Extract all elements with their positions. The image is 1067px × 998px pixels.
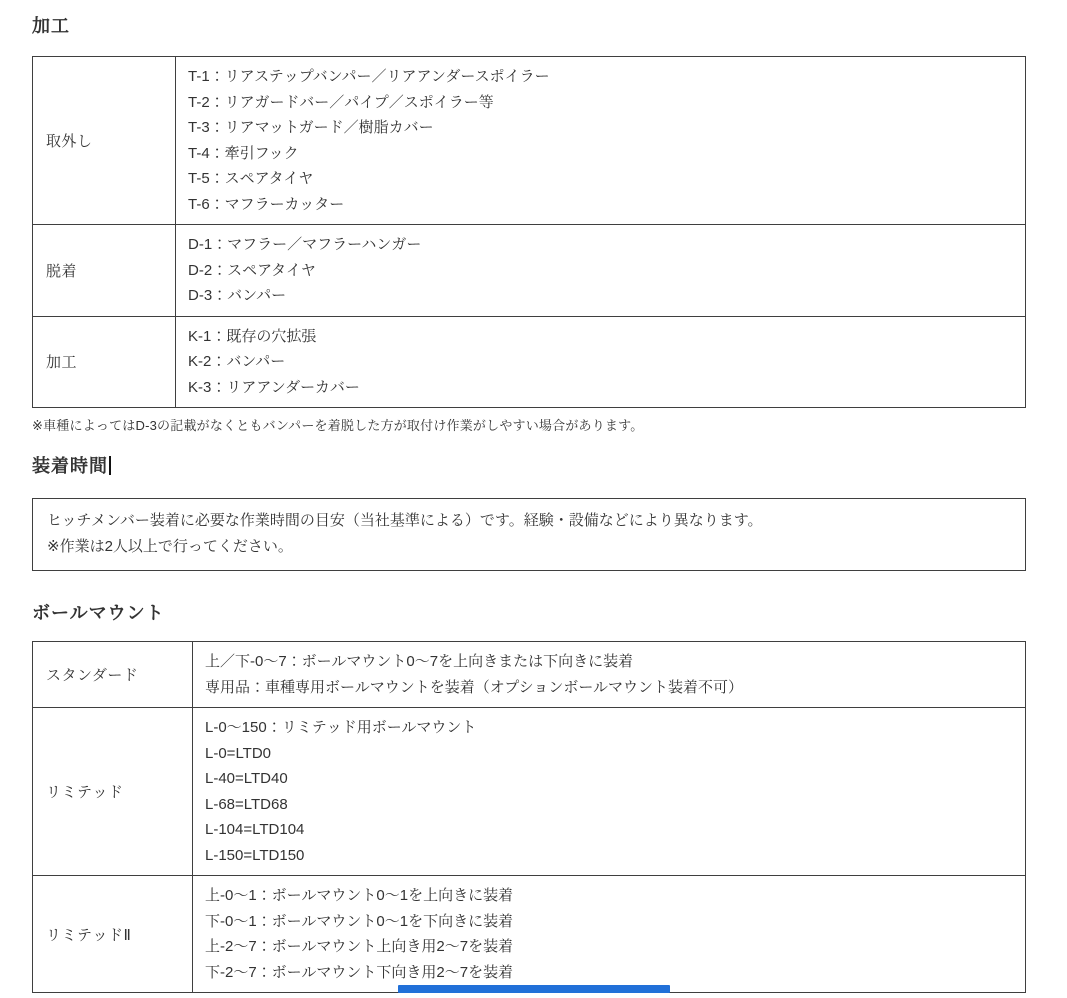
section-heading-ballmount: ボールマウント [32,603,165,623]
table-row [33,316,1026,408]
table-line: T-3：リアマットガード／樹脂カバー [188,119,434,136]
row-content-cell [176,225,1026,317]
table-line: K-1：既存の穴拡張 [188,327,317,345]
table-line: 下-0～1：ボールマウント0～1を下向きに装着 [205,912,514,930]
table-row [33,225,1026,317]
info-box-line: ヒッチメンバー装着に必要な作業時間の目安（当社基準による）です。経験・設備などにより異なります。 [47,512,763,529]
table-row [33,642,1026,708]
row-label-standard: スタンダード [33,642,193,708]
row-content-cell [193,642,1026,708]
section-heading-souchaku [32,455,1026,477]
table-line: L-0～150：リミテッド用ボールマウント [205,719,477,736]
table-line: 下-2～7：ボールマウント下向き用2～7を装着 [205,963,514,981]
table-line: T-2：リアガードバー／パイプ／スポイラー等 [188,93,494,111]
table-line: T-4：牽引フック [188,144,299,162]
table-row [33,708,1026,876]
table-row [33,57,1026,225]
table-line: L-0=LTD0 [205,744,272,762]
text-caret [109,456,111,475]
table-line: T-5：スペアタイヤ [188,170,314,187]
table-line: L-40=LTD40 [205,770,288,787]
table-line: D-2：スペアタイヤ [188,261,316,279]
row-label-limited2: リミテッドⅡ [33,876,193,993]
section-heading-kako: 加工 [32,16,70,36]
table-line: D-1：マフラー／マフラーハンガー [188,236,422,253]
table-line: 上-0～1：ボールマウント0～1を上向きに装着 [205,887,514,904]
souchaku-info-box [32,498,1026,571]
row-content-cell [193,876,1026,993]
kako-table [32,56,1026,408]
row-label-limited: リミテッド [33,708,193,876]
table-line: D-3：バンパー [188,287,287,304]
row-label-torihazushi: 取外し [33,57,176,225]
row-content-cell [176,57,1026,225]
table-line: L-104=LTD104 [205,821,305,838]
souchaku-heading-text: 装着時間 [32,456,108,476]
table-line: T-1：リアステップバンパー／リアアンダースポイラー [188,68,550,85]
table-line: T-6：マフラーカッター [188,195,345,213]
table-line: L-150=LTD150 [205,846,305,864]
row-content-cell [193,708,1026,876]
info-box-line: ※作業は2人以上で行ってください。 [47,538,293,555]
table-line: L-68=LTD68 [205,795,288,813]
table-line: 上／下-0～7：ボールマウント0～7を上向きまたは下向きに装着 [205,653,634,670]
table-row [33,876,1026,993]
table-line: K-3：リアアンダーカバー [188,378,360,396]
ballmount-table [32,641,1026,993]
kako-footnote: ※車種によってはD-3の記載がなくともバンパーを着脱した方が取付け作業がしやすい場合があります。 [32,418,644,433]
table-line: K-2：バンパー [188,353,286,370]
bottom-accent-bar [398,985,670,993]
table-line: 上-2～7：ボールマウント上向き用2～7を装着 [205,938,514,955]
row-label-dacchaku: 脱着 [33,225,176,317]
row-content-cell [176,316,1026,408]
row-label-kako: 加工 [33,316,176,408]
table-line: 専用品：車種専用ボールマウントを装着（オプションボールマウント装着不可） [205,678,744,696]
